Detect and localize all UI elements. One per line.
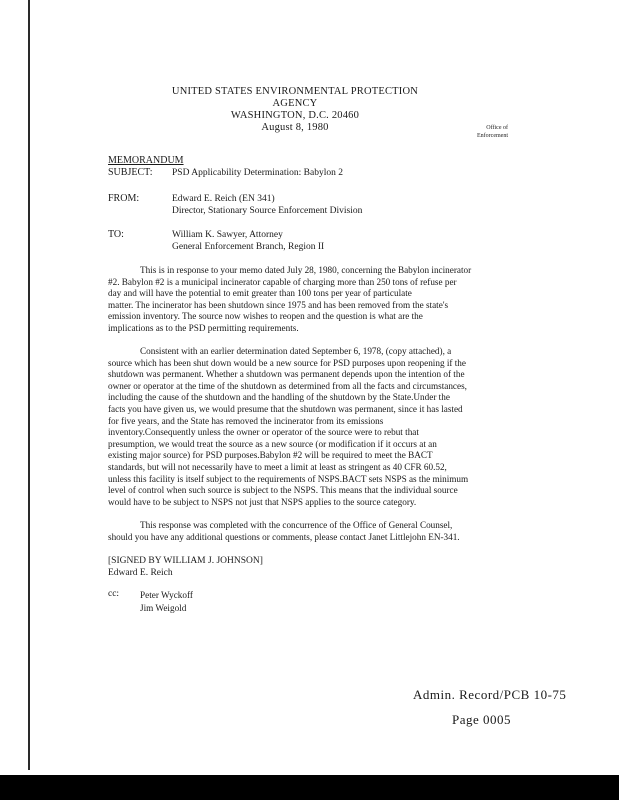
para2-line: presumption, we would treat the source as a new source (or modification if it occurs at an — [108, 438, 437, 449]
agency-city: WASHINGTON, D.C. 20460 — [230, 110, 360, 121]
para3-line: This response was completed with the concurrence of the Office of General Counsel, — [140, 520, 453, 530]
para1-line: matter. The incinerator has been shutdown since 1975 and has been removed from the state's — [108, 299, 449, 310]
agency-name: UNITED STATES ENVIRONMENTAL PROTECTION AGENCY — [171, 86, 419, 109]
signer-name: Edward E. Reich — [108, 568, 173, 578]
para1-line: #2. Babylon #2 is a municipal incinerator capable of charging more than 250 tons of refuse per — [108, 276, 457, 287]
cc-recipient: Jim Weigold — [140, 603, 187, 613]
para2-line: including the cause of the shutdown and the handling of the shutdown by the State.Under the — [108, 392, 450, 403]
office-block — [468, 124, 508, 140]
subject-label: SUBJECT: — [108, 167, 153, 178]
cc-recipient: Peter Wyckoff — [140, 590, 193, 600]
from-name: Edward E. Reich (EN 341) — [172, 194, 275, 204]
para2-line: owner or operator at the time of the shutdown as determined from all the facts and circumstances, — [108, 380, 467, 391]
from-label: FROM: — [108, 193, 140, 204]
subject-value: PSD Applicability Determination: Babylon 2 — [172, 168, 343, 178]
para2-line: level of control when such source is subject to the NSPS. This means that the individual source — [108, 485, 458, 496]
letterhead — [150, 86, 440, 134]
paragraph-3 — [108, 520, 508, 543]
paragraph-1 — [108, 265, 508, 335]
para2-line: facts you have given us, we would presume that the shutdown was permanent, since it has lasted — [108, 403, 463, 414]
para2-line: for five years, and the State has removed the incinerator from its emissions — [108, 415, 384, 426]
cc-list — [140, 589, 193, 615]
para2-line: standards, but will not necessarily have to meet a limit at least as stringent as 40 CFR 60.52, — [108, 461, 447, 472]
para1-line: implications as to the PSD permitting requirements. — [108, 322, 299, 333]
paragraph-2 — [108, 346, 508, 508]
office-line-1: Office of — [486, 125, 508, 131]
to-title: General Enforcement Branch, Region II — [172, 242, 325, 252]
signed-by: [SIGNED BY WILLIAM J. JOHNSON] — [108, 556, 263, 566]
para2-line: source which has been shut down would be a new source for PSD purposes upon reopening if the — [108, 357, 466, 368]
from-title: Director, Stationary Source Enforcement Division — [172, 206, 363, 216]
para1-line: day and will have the potential to emit greater than 100 tons per year of particulate — [108, 288, 412, 299]
admin-record-stamp: Admin. Record/PCB 10-75 — [413, 687, 567, 702]
para2-line: unless this facility is itself subject to the requirements of NSPS.BACT sets NSPS as the minimum — [108, 473, 469, 484]
para2-line: would have to be subject to NSPS not just that NSPS applies to the source category. — [108, 496, 417, 507]
memo-date: August 8, 1980 — [261, 122, 329, 133]
memo-heading: MEMORANDUM — [108, 155, 184, 166]
office-line-2: Enforcement — [477, 133, 508, 139]
para1-line: This is in response to your memo dated July 28, 1980, concerning the Babylon incinerator — [140, 265, 472, 275]
to-label: TO: — [108, 229, 124, 240]
cc-label: cc: — [108, 589, 120, 599]
para3-line: should you have any additional questions or comments, please contact Janet Littlejohn EN-341. — [108, 531, 460, 542]
to-name: William K. Sawyer, Attorney — [172, 230, 283, 240]
para2-line: Consistent with an earlier determination dated September 6, 1978, (copy attached), a — [140, 346, 452, 356]
scan-left-border — [28, 0, 30, 770]
para2-line: inventory.Consequently unless the owner or operator of the source were to rebut that — [108, 427, 419, 438]
para2-line: shutdown was permanent. Whether a shutdown was permanent depends upon the intention of the — [108, 369, 465, 380]
scan-bottom-bar — [0, 775, 619, 800]
para2-line: existing major source) for PSD purposes.Babylon #2 will be required to meet the BACT — [108, 450, 433, 461]
page-number: Page 0005 — [452, 712, 512, 727]
para1-line: emission inventory. The source now wishes to reopen and the question is what are the — [108, 311, 423, 322]
